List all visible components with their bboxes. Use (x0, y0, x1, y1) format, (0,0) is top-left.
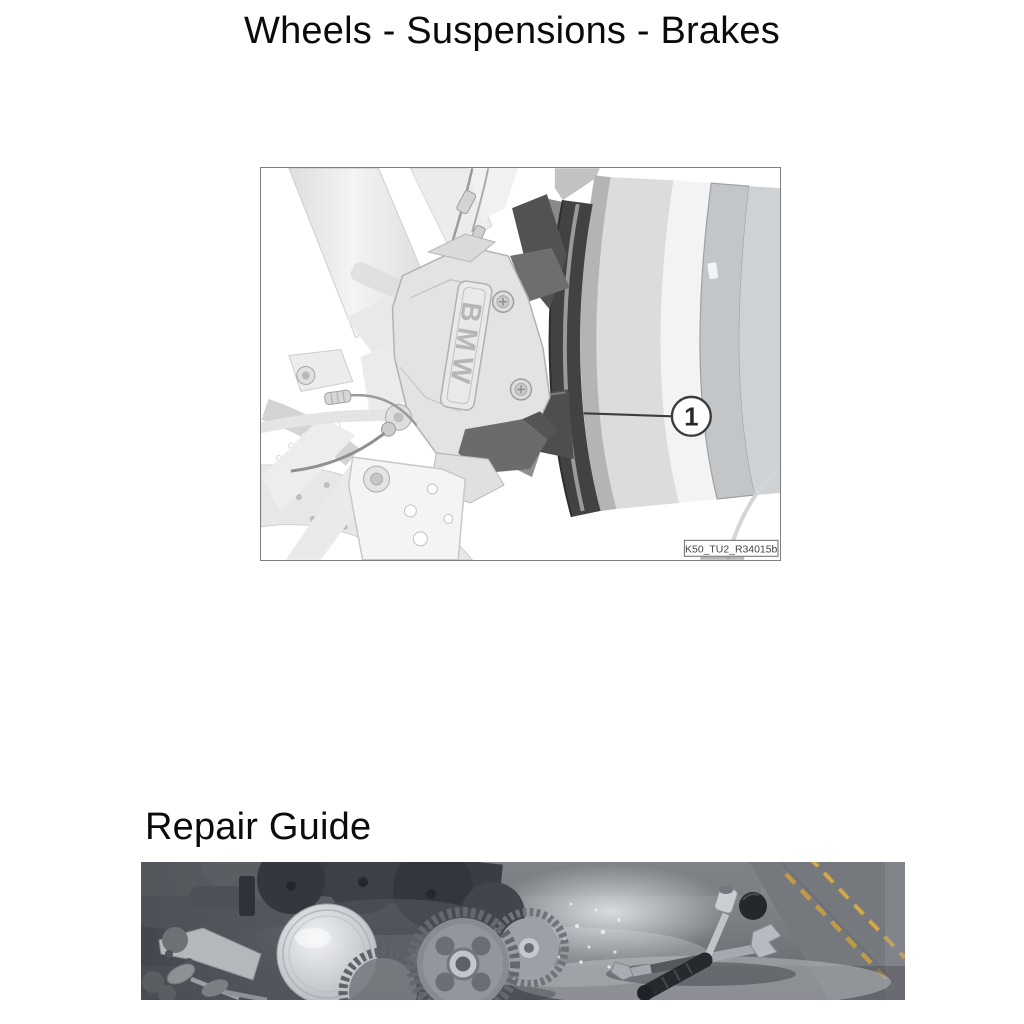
repair-guide-banner-image (141, 862, 905, 1000)
wheel-brake-illustration (261, 168, 780, 560)
callout-number: 1 (684, 403, 699, 432)
caliper-screw (511, 379, 532, 400)
figure-watermark-strip (700, 557, 744, 560)
page-title: Wheels - Suspensions - Brakes (244, 10, 780, 52)
figure-code-text: K50_TU2_R34015b (685, 544, 778, 556)
wheel-brake-figure (260, 167, 781, 561)
repair-guide-banner[interactable] (141, 862, 905, 1000)
brake-caliper (386, 234, 570, 503)
repair-guide-heading[interactable]: Repair Guide (145, 806, 372, 848)
carrier-bracket (349, 457, 466, 560)
caliper-logo-text: BMW (443, 299, 488, 392)
figure-code-label (684, 540, 778, 559)
caliper-screw (493, 291, 514, 312)
